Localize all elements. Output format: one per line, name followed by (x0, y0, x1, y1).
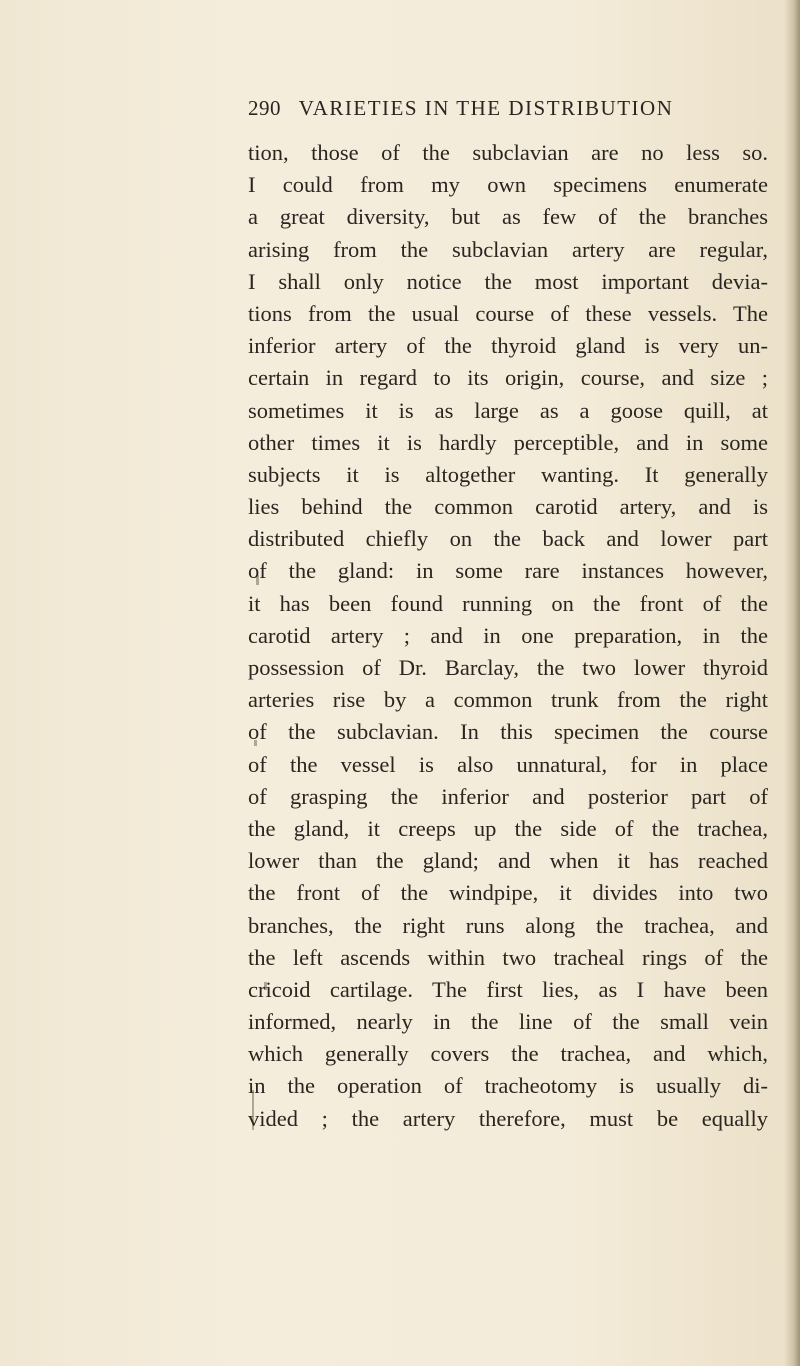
text-line: carotid artery ; and in one preparation, in the (248, 622, 768, 648)
text-line: the left ascends within two tracheal rings of the (248, 944, 768, 970)
text-line: which generally covers the trachea, and which, (248, 1041, 768, 1067)
text-line: of the vessel is also unnatural, for in place (248, 751, 768, 777)
text-line: tion, those of the subclavian are no less so. (248, 140, 768, 165)
text-line: informed, nearly in the line of the small vein (248, 1009, 768, 1035)
body-text (248, 137, 768, 1135)
page-edge-shadow (784, 0, 800, 1366)
page-number: 290 (248, 96, 281, 120)
text-line: I shall only notice the most important devia- (248, 268, 768, 294)
running-head-title: VARIETIES IN THE DISTRIBUTION (298, 96, 674, 120)
text-line: subjects it is altogether wanting. It generally (248, 461, 768, 487)
text-line: in the operation of tracheotomy is usually di- (248, 1073, 768, 1099)
text-line: of the gland: in some rare instances however, (248, 558, 768, 584)
text-line: branches, the right runs along the trachea, and (248, 912, 768, 938)
text-line: of the subclavian. In this specimen the course (248, 719, 768, 745)
text-line: a great diversity, but as few of the branches (248, 204, 768, 230)
text-line: it has been found running on the front of the (248, 590, 768, 616)
text-line: arising from the subclavian artery are regular, (248, 236, 768, 262)
text-line: the front of the windpipe, it divides into two (248, 880, 768, 906)
text-line: of grasping the inferior and posterior part of (248, 783, 768, 809)
text-line: certain in regard to its origin, course, and size ; (248, 365, 768, 391)
running-head (248, 96, 768, 120)
text-line: cricoid cartilage. The first lies, as I have been (248, 976, 768, 1002)
text-line: vided ; the artery therefore, must be equally (248, 1105, 768, 1131)
text-line: inferior artery of the thyroid gland is very un- (248, 333, 768, 359)
text-line: distributed chiefly on the back and lower part (248, 526, 768, 552)
text-line: lower than the gland; and when it has reached (248, 848, 768, 874)
text-line: sometimes it is as large as a goose quill, at (248, 397, 768, 423)
text-line: lies behind the common carotid artery, and is (248, 494, 768, 520)
text-line: arteries rise by a common trunk from the right (248, 687, 768, 713)
text-line: possession of Dr. Barclay, the two lower thyroid (248, 655, 768, 680)
text-line: I could from my own specimens enumerate (248, 172, 768, 198)
text-line: other times it is hardly perceptible, and in some (248, 429, 768, 455)
text-line: the gland, it creeps up the side of the trachea, (248, 815, 768, 841)
text-line: tions from the usual course of these vessels. The (248, 300, 768, 326)
